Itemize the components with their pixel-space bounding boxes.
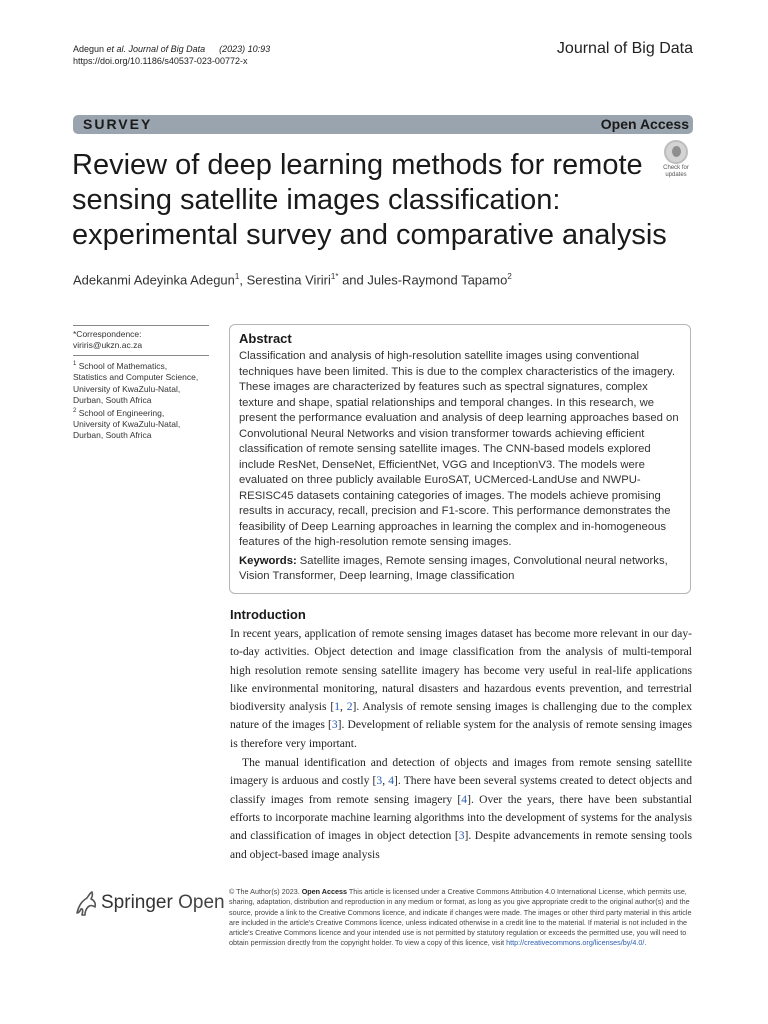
author-name[interactable]: Jules‑Raymond Tapamo [367, 272, 508, 288]
abstract-heading: Abstract [239, 331, 292, 346]
citation-year: (2023) 10:93 [219, 44, 271, 54]
publisher-name: Springer [101, 892, 173, 913]
license-link[interactable]: http://creativecommons.org/licenses/by/4.0/ [506, 938, 645, 948]
keywords-label: Keywords: [239, 554, 297, 567]
open-access-label: Open Access [600, 116, 689, 132]
paragraph-text: ]. There have been several systems created to detect objects and classify images from remote sensing imagery [ [230, 774, 693, 806]
author-name[interactable]: Serestina Viriri [246, 272, 331, 288]
badge-line: Check for [663, 165, 689, 171]
affiliation-line: School of Engineering, [78, 407, 165, 418]
affiliation-line: Statistics and Computer Science, [73, 372, 199, 383]
publisher-open: Open [178, 892, 225, 913]
paragraph [230, 754, 692, 864]
paragraph-text: ]. Despite advancements in remote sensing tools and object-based image analysis [230, 829, 692, 861]
divider [73, 325, 209, 326]
affiliation-number: 1 [73, 361, 77, 368]
citation-link[interactable]: 4 [388, 774, 395, 788]
keywords [239, 554, 682, 585]
springer-open-logo[interactable] [73, 889, 225, 917]
citation-link[interactable]: 2 [346, 700, 353, 714]
correspondence-label: *Correspondence: [73, 329, 142, 339]
paragraph-text: ]. Over the years, there have been substantial efforts to incorporate machine learning algorithms into the development of systems for the analysis and classification of images in object detection [ [230, 792, 693, 843]
author-separator: , [239, 272, 247, 288]
citation-journal: et al. Journal of Big Data [104, 44, 206, 54]
introduction-section [230, 607, 692, 864]
title-line: Review of deep learning methods for remote [72, 149, 643, 181]
affiliation-line: Durban, South Africa [73, 430, 152, 441]
paragraph-text: ]. Development of reliable system for the analysis of remote sensing images is therefore very important. [230, 718, 692, 750]
title-line: experimental survey and comparative analysis [72, 219, 667, 251]
badge-line: updates [665, 172, 687, 178]
affiliation-1 [73, 359, 209, 406]
affiliation-number: 2 [73, 408, 77, 415]
author-list [73, 272, 512, 287]
keywords-text: Satellite images, Remote sensing images, Convolutional neural networks, Vision Transformer, Deep learning, Image classification [239, 554, 668, 582]
license-text: This article is licensed under a Creative Commons Attribution 4.0 International License, which permits use, sharing, adaptation, distribution and reproduction in any medium or format, as long as you give appropriate credit to the original author(s) and the source, provide a link to the Creative Commons licence, and indicate if changes were made. The images or other third party material in this article are included in the article's Creative Commons licence, unless indicated otherwise in a credit line to the material. If material is not included in the article's Creative Commons licence and your intended use is not permitted by statutory regulation or exceeds the permitted use, you will need to obtain permission directly from the copyright holder. To view a copy of this licence, visit [229, 887, 692, 948]
citation-link[interactable]: 1 [334, 700, 340, 714]
license-suffix: . [644, 938, 647, 948]
title-line: sensing satellite images classification: [72, 184, 561, 216]
citation-link[interactable]: 3 [458, 829, 465, 843]
article-type-banner [73, 115, 693, 134]
correspondence-email[interactable]: viriris@ukzn.ac.za [73, 340, 143, 351]
license-copyright: © The Author(s) 2023. [229, 887, 302, 896]
license-open-access: Open Access [301, 887, 347, 896]
divider [73, 355, 209, 356]
abstract-text: Classification and analysis of high-resolution satellite images using conventional techniques have been limited. This is due to the complex characteristics of the imagery. These images are characterized by features such as spectral signatures, complex texture and shape, spatial relationships and temporal changes. In this research, we present the performance evaluation and analysis of deep learning approaches based on Convolutional Neural Networks and vision transformer towards achieving efficient classification of remote sensing satellite images. The CNN-based models explored include ResNet, DenseNet, EfficientNet, VGG and InceptionV3. The models were evaluated on three publicly available EuroSAT, UCMerced-LandUse and NWPU-RESISC45 datasets containing categories of images. The models achieve promising results in accuracy, recall, precision and F1-score. This performance demonstrates the feasibility of Deep Learning approaches in learning the complex and in-homogeneous features of the high-resolution remote sensing images. [239, 350, 679, 548]
introduction-heading: Introduction [230, 607, 306, 622]
springer-horse-icon [73, 889, 99, 917]
author-name[interactable]: Adekanmi Adeyinka Adegun [73, 272, 235, 288]
doi-link[interactable]: https://doi.org/10.1186/s40537-023-00772-x [73, 56, 248, 66]
check-for-updates-badge[interactable] [657, 140, 695, 180]
affiliation-2 [73, 406, 209, 441]
author-affiliation-mark: 1* [330, 272, 339, 281]
citation-link[interactable]: 3 [331, 718, 338, 732]
paragraph-text: ]. Analysis of remote sensing images is challenging due to the complex nature of the images [ [230, 700, 693, 732]
paragraph [230, 625, 692, 753]
citation-link[interactable]: 3 [376, 774, 383, 788]
paragraph-text: The manual identification and detection of objects and images from remote sensing satellite imagery is arduous and costly [ [230, 756, 692, 788]
affiliation-line: University of KwaZulu-Natal, [73, 383, 181, 394]
paragraph-text: In recent years, application of remote sensing images dataset has become more relevant in our day-to-day activities. Object detection and image classification from the analysis of multi-temporal high resolution remote sensing satellite imagery has become very useful in real-life applications like environmental monitoring, natural disasters and hazardous events prevention, and terrestrial biodiversity analysis [ [230, 627, 692, 714]
paragraph-text: , [339, 700, 347, 714]
citation-link[interactable]: 4 [461, 792, 468, 806]
license-notice [229, 887, 695, 949]
citation-authors: Adegun [73, 44, 105, 54]
affiliation-line: University of KwaZulu-Natal, [73, 419, 181, 430]
affiliation-line: Durban, South Africa [73, 394, 152, 405]
journal-name: Journal of Big Data [556, 40, 693, 57]
author-affiliation-mark: 1 [234, 272, 240, 281]
author-affiliation-mark: 2 [507, 272, 512, 281]
affiliation-line: School of Mathematics, [78, 361, 168, 372]
article-title [72, 148, 667, 253]
article-type-label: SURVEY [83, 116, 153, 132]
abstract-box [229, 324, 691, 594]
affiliations-sidebar [73, 325, 209, 441]
paragraph-text: , [382, 774, 389, 788]
author-separator: and [338, 272, 368, 288]
check-updates-icon [664, 140, 688, 164]
citation-header [73, 43, 270, 67]
